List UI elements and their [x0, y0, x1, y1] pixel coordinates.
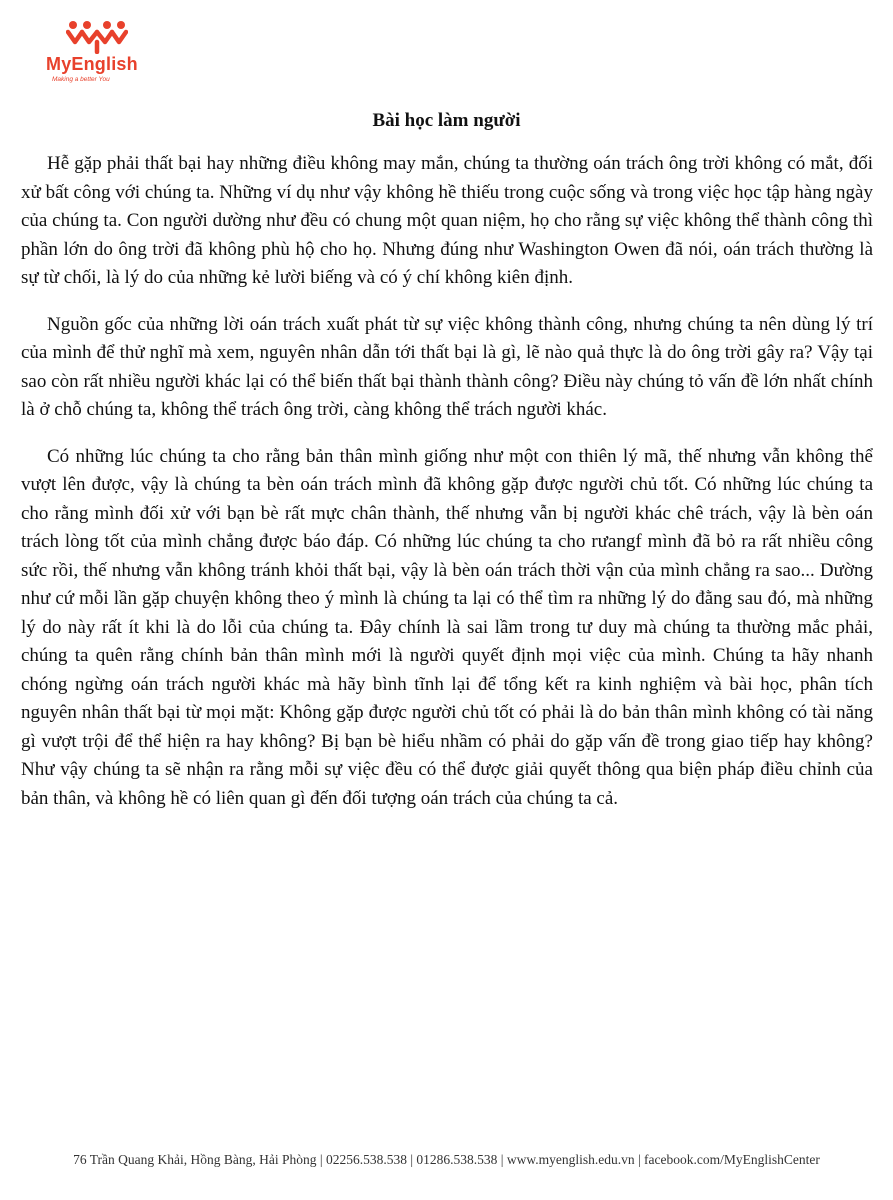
article-body	[21, 150, 873, 831]
brand-name: MyEnglish	[46, 54, 138, 74]
page-footer: 76 Trần Quang Khải, Hồng Bàng, Hải Phòng | 02256.538.538 | 01286.538.538 | www.myenglish.edu.vn | facebook.com/MyEnglishCenter	[73, 1152, 820, 1167]
article-title: Bài học làm người	[372, 110, 521, 131]
brand-tagline: Making a better You	[52, 76, 110, 83]
article-paragraph: Hễ gặp phải thất bại hay những điều không may mắn, chúng ta thường oán trách ông trời không có mắt, đối xử bất công với chúng ta. Những ví dụ như vậy không hề thiếu trong cuộc sống và trong việc học tập hàng ngày của chúng ta. Con người dường như đều có chung một quan niệm, họ cho rằng sự việc không thể thành công thì phần lớn do ông trời đã không phù hộ cho họ. Nhưng đúng như Washington Owen đã nói, oán trách thường là sự từ chối, là lý do của những kẻ lười biếng và có ý chí không kiên định.	[21, 153, 873, 288]
people-logo-icon	[66, 20, 128, 54]
myenglish-logo	[46, 20, 156, 90]
article-paragraph: Có những lúc chúng ta cho rằng bản thân mình giống như một con thiên lý mã, thế nhưng vẫn không thể vượt lên được, vậy là chúng ta bèn oán trách mình đã không gặp được người chủ tốt. Có những lúc chúng ta cho rằng mình đối xử với bạn bè rất mực chân thành, thế nhưng vẫn bị người khác chê trách, vậy là bèn oán trách lòng tốt của mình chẳng được báo đáp. Có những lúc chúng ta cho rưangf mình đã bỏ ra rất nhiều công sức rồi, thế nhưng vẫn không tránh khỏi thất bại, vậy là bèn oán trách thời vận của mình chẳng ra sao... Dường như cứ mỗi lần gặp chuyện không theo ý mình là chúng ta lại có thể tìm ra những lý do đằng sau đó, mà những lý do này rất ít khi là do lỗi của chúng ta. Đây chính là sai lầm trong tư duy mà chúng ta thường mắc phải, chúng ta quên rằng chính bản thân mình mới là người quyết định mọi việc của mình. Chúng ta hãy nhanh chóng ngừng oán trách người khác mà hãy bình tĩnh lại để tổng kết ra kinh nghiệm và bài học, phân tích nguyên nhân thất bại từ mọi mặt: Không gặp được người chủ tốt có phải là do bản thân mình không có tài năng gì vượt trội để thể hiện ra hay không? Bị bạn bè hiểu nhầm có phải do gặp vấn đề trong giao tiếp hay không? Như vậy chúng ta sẽ nhận ra rằng mỗi sự việc đều có thể được giải quyết thông qua biện pháp điều chỉnh của bản thân, và không hề có liên quan gì đến đối tượng oán trách của chúng ta cả.	[21, 445, 873, 809]
article-paragraph: Nguồn gốc của những lời oán trách xuất phát từ sự việc không thành công, nhưng chúng ta nên dùng lý trí của mình để thử nghĩ mà xem, nguyên nhân dẫn tới thất bại là gì, lẽ nào quả thực là do ông trời gây ra? Vậy tại sao còn rất nhiều người khác lại có thể biến thất bại thành thành công? Điều này chúng tỏ vấn đề lớn nhất chính là ở chỗ chúng ta, không thể trách ông trời, càng không thể trách người khác.	[21, 313, 873, 420]
